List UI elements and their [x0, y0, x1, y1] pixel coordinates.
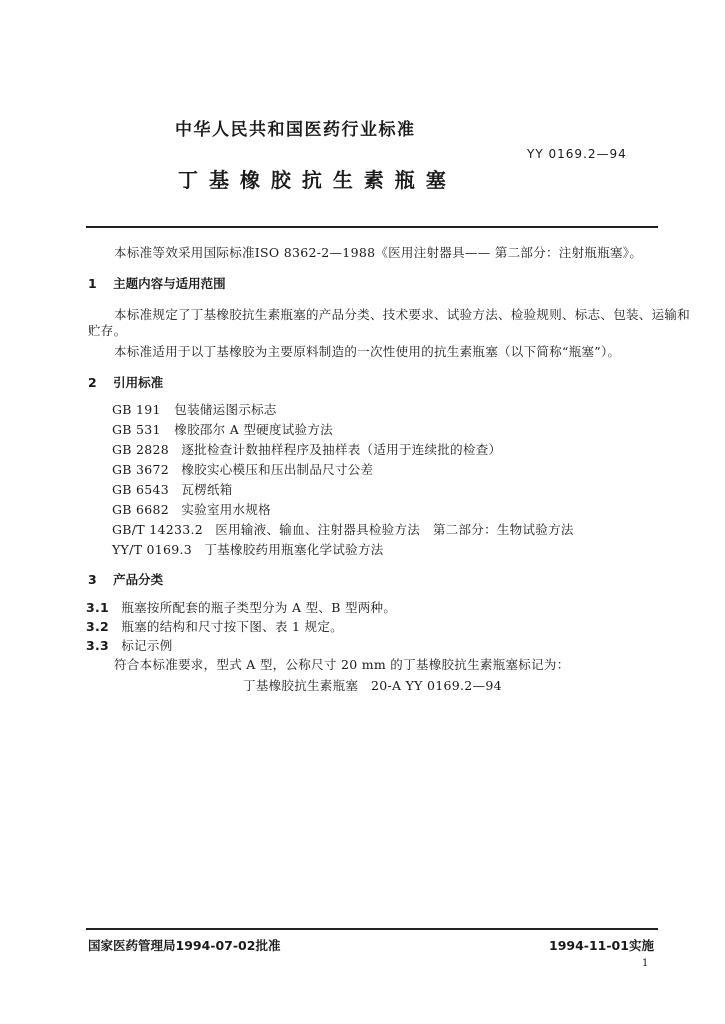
section-1-number: 1	[88, 276, 97, 291]
reference-item	[112, 420, 333, 438]
reference-name: 实验室用水规格	[181, 502, 271, 517]
marking-example: 丁基橡胶抗生素瓶塞 20-A YY 0169.2—94	[243, 678, 502, 693]
reference-code: GB 2828	[112, 442, 170, 457]
clause-item	[86, 617, 343, 635]
section-1-paragraph-2: 本标准适用于以丁基橡胶为主要原料制造的一次性使用的抗生素瓶塞（以下简称“瓶塞”）。	[114, 344, 621, 359]
page-number: 1	[642, 958, 649, 969]
clause-text: 标记示例	[121, 638, 173, 653]
section-2-number: 2	[88, 375, 97, 390]
reference-item	[112, 440, 501, 458]
reference-item	[112, 540, 384, 558]
clause-number: 3.3	[86, 638, 110, 653]
clause-text: 瓶塞的结构和尺寸按下图、表 1 规定。	[121, 619, 343, 634]
standard-category: 中华人民共和国医药行业标准	[175, 120, 416, 140]
standard-number: YY 0169.2—94	[527, 147, 627, 161]
reference-name: 瓦楞纸箱	[181, 482, 233, 497]
clause-number: 3.2	[86, 619, 110, 634]
preamble-text: 本标准等效采用国际标准ISO 8362-2—1988《医用注射器具—— 第二部分：注射瓶瓶塞》。	[114, 245, 643, 260]
reference-name: 橡胶邵尔 A 型硬度试验方法	[174, 422, 333, 437]
reference-code: GB 6682	[112, 502, 170, 517]
reference-item	[112, 400, 277, 418]
section-2-title: 引用标准	[113, 375, 164, 390]
section-3-title: 产品分类	[113, 572, 164, 587]
footer-rule	[86, 928, 658, 930]
reference-code: GB 3672	[112, 462, 170, 477]
section-1-paragraph-1-cont: 贮存。	[88, 323, 127, 338]
clause-item	[86, 598, 396, 616]
section-2-heading	[88, 373, 163, 391]
reference-code: GB 6543	[112, 482, 170, 497]
reference-name: 包装储运图示标志	[174, 402, 277, 417]
section-3-number: 3	[88, 572, 97, 587]
section-1-title: 主题内容与适用范围	[113, 276, 226, 291]
document-title: 丁 基 橡 胶 抗 生 素 瓶 塞	[178, 168, 448, 192]
reference-item	[112, 500, 271, 518]
reference-code: GB/T 14233.2	[112, 522, 203, 537]
section-3-heading	[88, 570, 163, 588]
reference-code: GB 531	[112, 422, 161, 437]
reference-item	[112, 520, 574, 538]
clause-number: 3.1	[86, 600, 110, 615]
reference-name: 逐批检查计数抽样程序及抽样表（适用于连续批的检查）	[181, 442, 502, 457]
section-1-heading	[88, 274, 226, 292]
reference-code: GB 191	[112, 402, 161, 417]
reference-name: 橡胶实心模压和压出制品尺寸公差	[181, 462, 374, 477]
marking-example-intro: 符合本标准要求，型式 A 型，公称尺寸 20 mm 的丁基橡胶抗生素瓶塞标记为：	[114, 657, 570, 672]
reference-name: 医用输液、输血、注射器具检验方法 第二部分：生物试验方法	[215, 522, 574, 537]
section-1-paragraph-1: 本标准规定了丁基橡胶抗生素瓶塞的产品分类、技术要求、试验方法、检验规则、标志、包装、运输和	[114, 307, 691, 322]
approval-info: 国家医药管理局1994-07-02批准	[88, 938, 281, 953]
reference-code: YY/T 0169.3	[112, 542, 193, 557]
clause-item	[86, 636, 173, 654]
clause-text: 瓶塞按所配套的瓶子类型分为 A 型、B 型两种。	[121, 600, 397, 615]
reference-name: 丁基橡胶药用瓶塞化学试验方法	[204, 542, 384, 557]
header-rule	[86, 226, 658, 228]
effective-date: 1994-11-01实施	[549, 938, 654, 953]
reference-item	[112, 460, 373, 478]
reference-item	[112, 480, 233, 498]
